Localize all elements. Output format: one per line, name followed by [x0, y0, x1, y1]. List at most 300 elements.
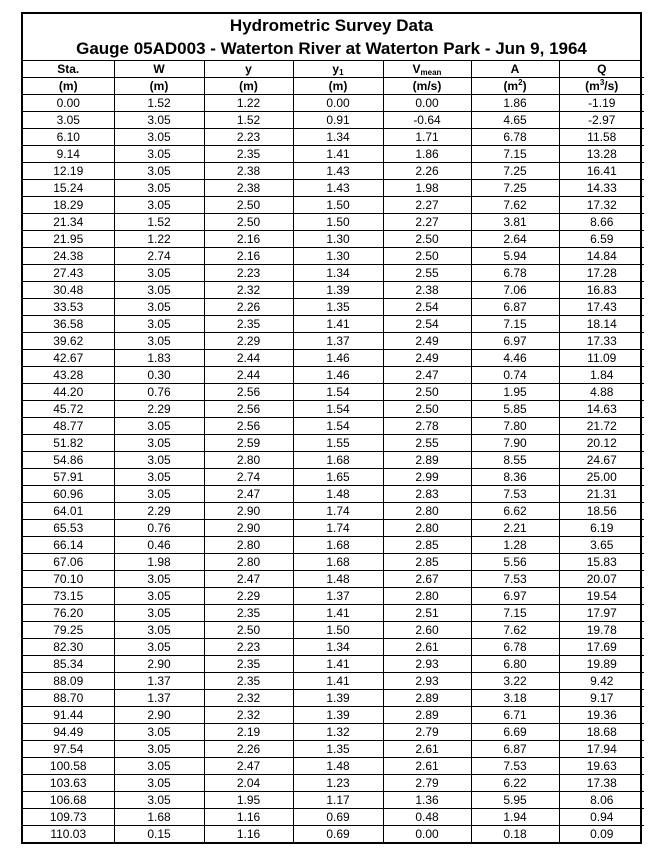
cell-vmean: -0.64: [383, 112, 471, 129]
cell-a: 5.94: [471, 248, 559, 265]
unit-row: [23, 78, 644, 95]
cell-q: 19.89: [559, 656, 644, 673]
cell-q: 6.59: [559, 231, 644, 248]
unit-tail: ): [522, 78, 527, 93]
cell-vmean: 1.36: [383, 792, 471, 809]
table-row: [23, 537, 644, 554]
cell-y: 2.16: [204, 248, 293, 265]
cell-vmean: 2.80: [383, 588, 471, 605]
cell-y: 2.23: [204, 639, 293, 656]
cell-y: 2.26: [204, 299, 293, 316]
table-row: [23, 656, 644, 673]
cell-y: 2.26: [204, 741, 293, 758]
cell-a: 7.90: [471, 435, 559, 452]
cell-a: 4.65: [471, 112, 559, 129]
table-row: [23, 180, 644, 197]
cell-vmean: 2.67: [383, 571, 471, 588]
table-row: [23, 367, 644, 384]
column-header-vmean: [383, 61, 471, 78]
cell-q: 4.88: [559, 384, 644, 401]
cell-vmean: 2.50: [383, 401, 471, 418]
cell-y: 2.35: [204, 673, 293, 690]
cell-y1: 1.32: [293, 724, 383, 741]
table-row: [23, 469, 644, 486]
table-row: [23, 146, 644, 163]
column-unit-a: [471, 78, 559, 95]
cell-sta: 76.20: [23, 605, 114, 622]
cell-y: 2.38: [204, 180, 293, 197]
cell-w: 3.05: [114, 333, 204, 350]
cell-sta: 54.86: [23, 452, 114, 469]
cell-vmean: 1.86: [383, 146, 471, 163]
cell-w: 3.05: [114, 452, 204, 469]
cell-vmean: 2.89: [383, 452, 471, 469]
cell-sta: 0.00: [23, 95, 114, 112]
table-row: [23, 520, 644, 537]
unit-text: (m/s): [412, 78, 442, 93]
cell-vmean: 2.61: [383, 758, 471, 775]
cell-y: 1.22: [204, 95, 293, 112]
cell-vmean: 2.38: [383, 282, 471, 299]
table-row: [23, 316, 644, 333]
cell-w: 3.05: [114, 418, 204, 435]
table-row: [23, 418, 644, 435]
cell-q: 19.78: [559, 622, 644, 639]
cell-y: 2.47: [204, 571, 293, 588]
cell-w: 2.29: [114, 401, 204, 418]
cell-a: 6.87: [471, 741, 559, 758]
cell-a: 6.69: [471, 724, 559, 741]
cell-w: 3.05: [114, 469, 204, 486]
cell-y: 2.50: [204, 622, 293, 639]
cell-q: 19.63: [559, 758, 644, 775]
cell-y: 2.80: [204, 554, 293, 571]
cell-y: 2.50: [204, 214, 293, 231]
column-unit-w: [114, 78, 204, 95]
table-row: [23, 333, 644, 350]
cell-q: 21.72: [559, 418, 644, 435]
table-row: [23, 265, 644, 282]
title-block: [23, 14, 640, 61]
cell-sta: 88.09: [23, 673, 114, 690]
cell-a: 6.97: [471, 333, 559, 350]
cell-q: 17.43: [559, 299, 644, 316]
unit-text: (m: [503, 78, 519, 93]
cell-y1: 1.50: [293, 197, 383, 214]
cell-q: -1.19: [559, 95, 644, 112]
cell-y: 2.44: [204, 350, 293, 367]
cell-y: 2.35: [204, 605, 293, 622]
table-row: [23, 248, 644, 265]
cell-a: 8.36: [471, 469, 559, 486]
cell-a: 7.15: [471, 146, 559, 163]
cell-a: 7.62: [471, 197, 559, 214]
cell-vmean: 2.80: [383, 503, 471, 520]
cell-w: 3.05: [114, 299, 204, 316]
cell-sta: 103.63: [23, 775, 114, 792]
cell-q: 9.42: [559, 673, 644, 690]
cell-sta: 94.49: [23, 724, 114, 741]
header-row: [23, 61, 644, 78]
cell-y1: 1.43: [293, 180, 383, 197]
cell-vmean: 0.00: [383, 826, 471, 843]
cell-q: 18.14: [559, 316, 644, 333]
cell-sta: 57.91: [23, 469, 114, 486]
cell-q: 20.12: [559, 435, 644, 452]
cell-y1: 1.50: [293, 214, 383, 231]
cell-w: 0.46: [114, 537, 204, 554]
cell-w: 3.05: [114, 724, 204, 741]
cell-sta: 67.06: [23, 554, 114, 571]
cell-y1: 1.46: [293, 367, 383, 384]
cell-w: 3.05: [114, 282, 204, 299]
cell-y: 2.56: [204, 401, 293, 418]
cell-sta: 24.38: [23, 248, 114, 265]
cell-y1: 1.55: [293, 435, 383, 452]
table-row: [23, 554, 644, 571]
unit-text: (m): [149, 78, 169, 93]
column-header-y1: [293, 61, 383, 78]
cell-q: 25.00: [559, 469, 644, 486]
cell-sta: 12.19: [23, 163, 114, 180]
cell-y: 2.90: [204, 520, 293, 537]
table-row: [23, 622, 644, 639]
cell-vmean: 2.85: [383, 537, 471, 554]
cell-y1: 1.37: [293, 333, 383, 350]
cell-q: 20.07: [559, 571, 644, 588]
cell-vmean: 1.71: [383, 129, 471, 146]
cell-vmean: 2.49: [383, 350, 471, 367]
table-row: [23, 299, 644, 316]
cell-a: 7.25: [471, 180, 559, 197]
cell-sta: 44.20: [23, 384, 114, 401]
cell-vmean: 2.80: [383, 520, 471, 537]
table-row: [23, 775, 644, 792]
table-row: [23, 95, 644, 112]
cell-y1: 1.35: [293, 299, 383, 316]
cell-a: 6.78: [471, 639, 559, 656]
cell-sta: 91.44: [23, 707, 114, 724]
column-header-w: [114, 61, 204, 78]
cell-y1: 1.74: [293, 503, 383, 520]
cell-a: 6.62: [471, 503, 559, 520]
table-row: [23, 605, 644, 622]
table-row: [23, 401, 644, 418]
column-label-subscript: 1: [339, 67, 344, 77]
cell-a: 0.18: [471, 826, 559, 843]
cell-q: 16.41: [559, 163, 644, 180]
cell-q: 14.63: [559, 401, 644, 418]
cell-w: 1.83: [114, 350, 204, 367]
cell-q: -2.97: [559, 112, 644, 129]
cell-sta: 60.96: [23, 486, 114, 503]
unit-text: (m): [239, 78, 258, 93]
cell-w: 3.05: [114, 741, 204, 758]
cell-w: 2.90: [114, 707, 204, 724]
cell-vmean: 2.61: [383, 741, 471, 758]
cell-q: 17.32: [559, 197, 644, 214]
cell-sta: 48.77: [23, 418, 114, 435]
cell-vmean: 2.26: [383, 163, 471, 180]
cell-y1: 1.41: [293, 656, 383, 673]
cell-w: 1.52: [114, 95, 204, 112]
table-row: [23, 452, 644, 469]
cell-w: 3.05: [114, 265, 204, 282]
table-row: [23, 826, 644, 843]
table-row: [23, 792, 644, 809]
cell-sta: 30.48: [23, 282, 114, 299]
cell-sta: 66.14: [23, 537, 114, 554]
cell-q: 15.83: [559, 554, 644, 571]
cell-y1: 1.74: [293, 520, 383, 537]
cell-q: 24.67: [559, 452, 644, 469]
cell-y1: 1.68: [293, 537, 383, 554]
cell-y1: 1.17: [293, 792, 383, 809]
cell-a: 7.25: [471, 163, 559, 180]
cell-y1: 1.30: [293, 231, 383, 248]
unit-text: (m): [328, 78, 348, 93]
cell-w: 0.76: [114, 520, 204, 537]
cell-sta: 70.10: [23, 571, 114, 588]
cell-a: 3.18: [471, 690, 559, 707]
cell-q: 14.84: [559, 248, 644, 265]
table-row: [23, 435, 644, 452]
cell-y: 2.47: [204, 758, 293, 775]
cell-vmean: 2.78: [383, 418, 471, 435]
cell-a: 7.15: [471, 605, 559, 622]
cell-sta: 64.01: [23, 503, 114, 520]
cell-sta: 33.53: [23, 299, 114, 316]
table-row: [23, 809, 644, 826]
cell-y1: 1.34: [293, 639, 383, 656]
cell-y: 2.23: [204, 129, 293, 146]
cell-vmean: 2.50: [383, 248, 471, 265]
cell-vmean: 2.89: [383, 707, 471, 724]
cell-q: 18.56: [559, 503, 644, 520]
cell-a: 5.95: [471, 792, 559, 809]
cell-y1: 1.50: [293, 622, 383, 639]
cell-w: 1.68: [114, 809, 204, 826]
cell-w: 3.05: [114, 758, 204, 775]
cell-y1: 1.54: [293, 384, 383, 401]
cell-q: 17.97: [559, 605, 644, 622]
cell-w: 3.05: [114, 180, 204, 197]
cell-a: 0.74: [471, 367, 559, 384]
table-row: [23, 707, 644, 724]
cell-y: 2.56: [204, 418, 293, 435]
table-row: [23, 350, 644, 367]
cell-y1: 1.23: [293, 775, 383, 792]
cell-a: 7.15: [471, 316, 559, 333]
table-row: [23, 503, 644, 520]
cell-y1: 1.54: [293, 401, 383, 418]
cell-y1: 1.39: [293, 282, 383, 299]
cell-y1: 1.30: [293, 248, 383, 265]
cell-w: 1.37: [114, 690, 204, 707]
cell-y: 2.32: [204, 282, 293, 299]
cell-y: 2.35: [204, 656, 293, 673]
cell-y: 2.59: [204, 435, 293, 452]
cell-vmean: 2.55: [383, 435, 471, 452]
cell-sta: 106.68: [23, 792, 114, 809]
table-row: [23, 741, 644, 758]
cell-y1: 1.41: [293, 673, 383, 690]
cell-vmean: 2.79: [383, 724, 471, 741]
cell-a: 6.97: [471, 588, 559, 605]
column-label: y: [245, 61, 252, 76]
cell-vmean: 2.93: [383, 656, 471, 673]
cell-a: 6.78: [471, 265, 559, 282]
cell-vmean: 2.50: [383, 231, 471, 248]
cell-a: 6.71: [471, 707, 559, 724]
cell-sta: 65.53: [23, 520, 114, 537]
table-row: [23, 486, 644, 503]
cell-y: 2.90: [204, 503, 293, 520]
cell-y1: 1.68: [293, 554, 383, 571]
column-unit-y: [204, 78, 293, 95]
cell-y1: 0.00: [293, 95, 383, 112]
cell-y1: 1.34: [293, 129, 383, 146]
cell-q: 17.33: [559, 333, 644, 350]
cell-w: 3.05: [114, 197, 204, 214]
cell-w: 1.52: [114, 214, 204, 231]
cell-q: 19.36: [559, 707, 644, 724]
table-row: [23, 571, 644, 588]
cell-y1: 1.39: [293, 707, 383, 724]
column-unit-y1: [293, 78, 383, 95]
cell-w: 1.37: [114, 673, 204, 690]
table-row: [23, 231, 644, 248]
cell-vmean: 2.49: [383, 333, 471, 350]
cell-y: 2.35: [204, 146, 293, 163]
cell-q: 14.33: [559, 180, 644, 197]
column-label: Sta.: [57, 61, 80, 76]
cell-sta: 6.10: [23, 129, 114, 146]
cell-sta: 109.73: [23, 809, 114, 826]
table-row: [23, 758, 644, 775]
cell-y: 2.35: [204, 316, 293, 333]
column-header-sta: [23, 61, 114, 78]
cell-y1: 1.65: [293, 469, 383, 486]
cell-y1: 1.43: [293, 163, 383, 180]
cell-vmean: 2.47: [383, 367, 471, 384]
document-subtitle: Gauge 05AD003 - Waterton River at Waterton Park - Jun 9, 1964: [76, 39, 587, 58]
cell-vmean: 2.51: [383, 605, 471, 622]
cell-w: 3.05: [114, 775, 204, 792]
unit-superscript: 3: [599, 77, 605, 87]
cell-q: 1.84: [559, 367, 644, 384]
cell-a: 5.85: [471, 401, 559, 418]
survey-table: [23, 61, 644, 842]
cell-y1: 1.41: [293, 146, 383, 163]
table-row: [23, 690, 644, 707]
cell-w: 3.05: [114, 146, 204, 163]
cell-vmean: 0.48: [383, 809, 471, 826]
cell-y: 2.74: [204, 469, 293, 486]
cell-sta: 97.54: [23, 741, 114, 758]
cell-a: 1.28: [471, 537, 559, 554]
cell-w: 1.22: [114, 231, 204, 248]
table-row: [23, 673, 644, 690]
cell-y: 2.19: [204, 724, 293, 741]
cell-a: 2.21: [471, 520, 559, 537]
column-label-subscript: mean: [420, 67, 442, 77]
cell-y1: 1.37: [293, 588, 383, 605]
cell-a: 4.46: [471, 350, 559, 367]
cell-q: 8.66: [559, 214, 644, 231]
table-row: [23, 639, 644, 656]
column-header-q: [559, 61, 644, 78]
cell-y: 1.95: [204, 792, 293, 809]
cell-y: 2.32: [204, 707, 293, 724]
cell-a: 7.80: [471, 418, 559, 435]
cell-a: 3.81: [471, 214, 559, 231]
cell-q: 9.17: [559, 690, 644, 707]
cell-a: 1.94: [471, 809, 559, 826]
cell-y: 2.47: [204, 486, 293, 503]
cell-vmean: 2.50: [383, 384, 471, 401]
cell-q: 11.58: [559, 129, 644, 146]
cell-q: 0.09: [559, 826, 644, 843]
column-label: y: [332, 61, 340, 76]
cell-q: 3.65: [559, 537, 644, 554]
cell-a: 6.80: [471, 656, 559, 673]
table-row: [23, 129, 644, 146]
cell-sta: 85.34: [23, 656, 114, 673]
cell-q: 21.31: [559, 486, 644, 503]
cell-y: 2.32: [204, 690, 293, 707]
cell-sta: 39.62: [23, 333, 114, 350]
cell-y: 2.23: [204, 265, 293, 282]
cell-q: 17.94: [559, 741, 644, 758]
column-label: Q: [597, 61, 607, 76]
cell-w: 3.05: [114, 605, 204, 622]
cell-sta: 100.58: [23, 758, 114, 775]
cell-sta: 3.05: [23, 112, 114, 129]
column-unit-sta: [23, 78, 114, 95]
unit-text: (m: [585, 78, 600, 93]
cell-y1: 1.68: [293, 452, 383, 469]
cell-y1: 0.91: [293, 112, 383, 129]
cell-vmean: 2.27: [383, 197, 471, 214]
cell-sta: 82.30: [23, 639, 114, 656]
cell-vmean: 2.61: [383, 639, 471, 656]
cell-a: 8.55: [471, 452, 559, 469]
cell-w: 3.05: [114, 571, 204, 588]
table-row: [23, 112, 644, 129]
cell-q: 17.28: [559, 265, 644, 282]
cell-w: 3.05: [114, 486, 204, 503]
cell-w: 0.30: [114, 367, 204, 384]
cell-a: 7.53: [471, 758, 559, 775]
table-row: [23, 163, 644, 180]
cell-vmean: 2.60: [383, 622, 471, 639]
column-label: V: [412, 61, 421, 76]
cell-w: 3.05: [114, 435, 204, 452]
cell-y: 2.56: [204, 384, 293, 401]
cell-y: 2.50: [204, 197, 293, 214]
cell-sta: 73.15: [23, 588, 114, 605]
column-header-a: [471, 61, 559, 78]
cell-a: 7.62: [471, 622, 559, 639]
column-unit-vmean: [383, 78, 471, 95]
unit-text: (m): [58, 78, 78, 93]
cell-y1: 1.48: [293, 571, 383, 588]
cell-y: 2.29: [204, 333, 293, 350]
cell-vmean: 2.55: [383, 265, 471, 282]
cell-a: 7.06: [471, 282, 559, 299]
cell-w: 3.05: [114, 622, 204, 639]
